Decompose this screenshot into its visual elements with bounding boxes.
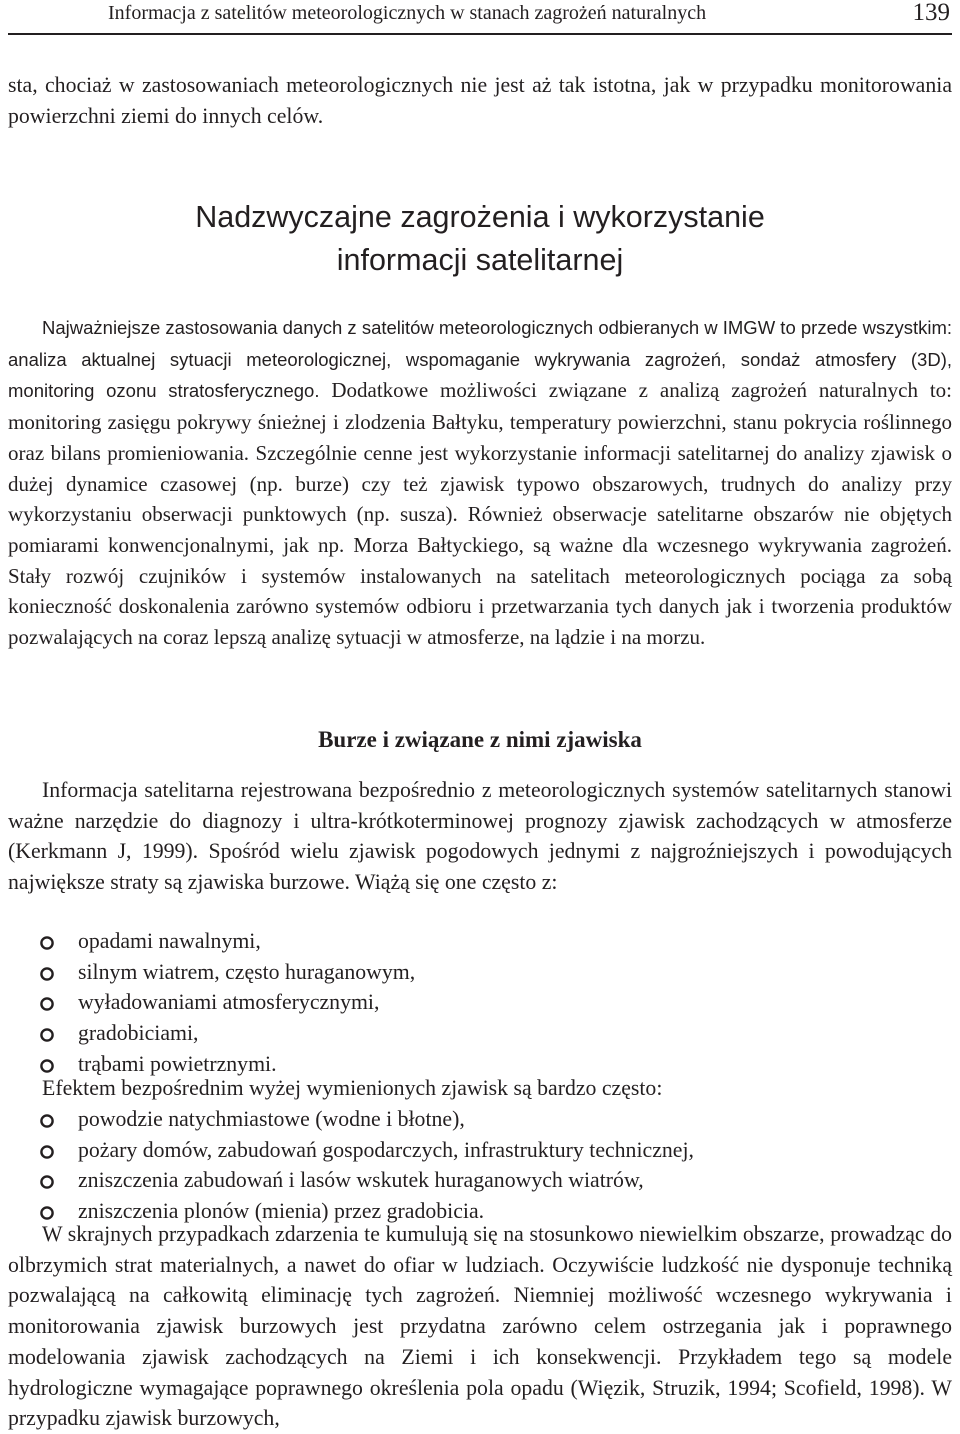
circle-bullet-icon (40, 1206, 54, 1220)
intro-sans-text: Najważniejsze zastosowania danych z satelitów meteorologicznych odbieranych w IMGW to przede wszystkim: analiza aktualnej sytuacji meteorologicznej, wspomaganie wykrywania zagrożeń, sondaż atmosfery (3D), monitoring ozonu stratosferycznego. (8, 317, 952, 402)
final-paragraph: W skrajnych przypadkach zdarzenia te kumulują się na stosunkowo niewielkim obszarze, prowadząc do olbrzymich strat materialnych, a nawet do ofiar w ludziach. Oczywiście ludzkość nie dysponuje techniką pozwalającą na całkowitą eliminację tych zagrożeń. Niemniej możliwość wczesnego wykrywania i monitorowania zjawisk burzowych jest przydatna zarówno celem ostrzegania jak i poprawnego modelowania zjawisk zachodzących na Ziemi i ich konsekwencji. Przykładem tego są modele hydrologiczne wymagające poprawnego określenia pola opadu (Więzik, Struzik, 1994; Scofield, 1998). W przypadku zjawisk burzowych, (8, 1222, 952, 1431)
list-item-text: zniszczenia plonów (mienia) przez gradobicia. (78, 1199, 485, 1224)
list-item-text: trąbami powietrznymi. (78, 1051, 277, 1076)
circle-bullet-icon (40, 1145, 54, 1159)
list-item-text: wyładowaniami atmosferycznymi, (78, 990, 380, 1015)
section-title-line-2: informacji satelitarnej (336, 243, 624, 277)
circle-bullet-icon (40, 1175, 54, 1189)
section-title (8, 196, 952, 282)
circle-bullet-icon (40, 936, 54, 950)
list-item-text: zniszczenia zabudowań i lasów wskutek huraganowych wiatrów, (78, 1168, 644, 1193)
list-item-text: powodzie natychmiastowe (wodne i błotne), (78, 1107, 465, 1131)
circle-bullet-icon (40, 1114, 54, 1128)
list-item-text: opadami nawalnymi, (78, 929, 261, 953)
list-item-text: silnym wiatrem, często huraganowym, (78, 959, 416, 984)
subsection-title: Burze i związane z nimi zjawiska (318, 727, 642, 752)
list-item-text: gradobiciami, (78, 1021, 199, 1046)
phenomena-list (8, 926, 952, 1079)
page-number: 139 (912, 0, 950, 26)
list-item (8, 926, 952, 957)
list-item (8, 1165, 952, 1196)
running-title: Informacja z satelitów meteorologicznych w stanach zagrożeń naturalnych (108, 2, 707, 24)
circle-bullet-icon (40, 997, 54, 1011)
storms-paragraph: Informacja satelitarna rejestrowana bezpośrednio z meteorologicznych systemów satelitarnych stanowi ważne narzędzie do diagnozy i ultra-krótkoterminowej prognozy zjawisk zachodzących w atmosferze (Kerkmann J, 1999). Spośród wielu zjawisk pogodowych jednymi z najgroźniejszych i powodujących największe straty są zjawiska burzowe. Wiążą się one często z: (8, 778, 952, 895)
list-item-text: pożary domów, zabudowań gospodarczych, infrastruktury technicznej, (78, 1137, 694, 1162)
effects-list (8, 1104, 952, 1227)
continuation-paragraph: sta, chociaż w zastosowaniach meteorologicznych nie jest aż tak istotna, jak w przypadku monitorowania powierzchni ziemi do innych celów. (8, 73, 952, 128)
list-item (8, 1104, 952, 1135)
list-item (8, 1018, 952, 1049)
circle-bullet-icon (40, 967, 54, 981)
section-title-line-1: Nadzwyczajne zagrożenia i wykorzystanie (195, 200, 765, 234)
circle-bullet-icon (40, 1059, 54, 1073)
running-header (8, 0, 952, 35)
list-item (8, 987, 952, 1018)
list-item (8, 1135, 952, 1166)
intro-paragraph (8, 312, 952, 653)
intro-serif-text: Dodatkowe możliwości związane z analizą zagrożeń naturalnych to: monitoring zasięgu pokrywy śnieżnej i zlodzenia Bałtyku, temperatury powierzchni, stanu pokrycia roślinnego oraz bilans promieniowania. Szczególnie cenne jest wykorzystanie informacji satelitarnej do analizy zjawisk o dużej dynamice czasowej (np. burze) czy też zjawisk typowo obszarowych, trudnych do analizy przy wykorzystaniu obserwacji punktowych (np. susza). Również obserwacje satelitarne obszarów nie objętych pomiarami konwencjonalnymi, jak np. Morza Bałtyckiego, są ważne dla wczesnego wykrywania zagrożeń. Stały rozwój czujników i systemów instalowanych na satelitach meteorologicznych pociąga za sobą konieczność doskonalenia zarówno systemów odbioru i przetwarzania tych danych jak i tworzenia produktów pozwalających na coraz lepszą analizę sytuacji w atmosferze, na lądzie i na morzu. (8, 378, 953, 650)
effects-intro: Efektem bezpośrednim wyżej wymienionych zjawisk są bardzo często: (42, 1076, 663, 1100)
list-item (8, 957, 952, 988)
circle-bullet-icon (40, 1028, 54, 1042)
